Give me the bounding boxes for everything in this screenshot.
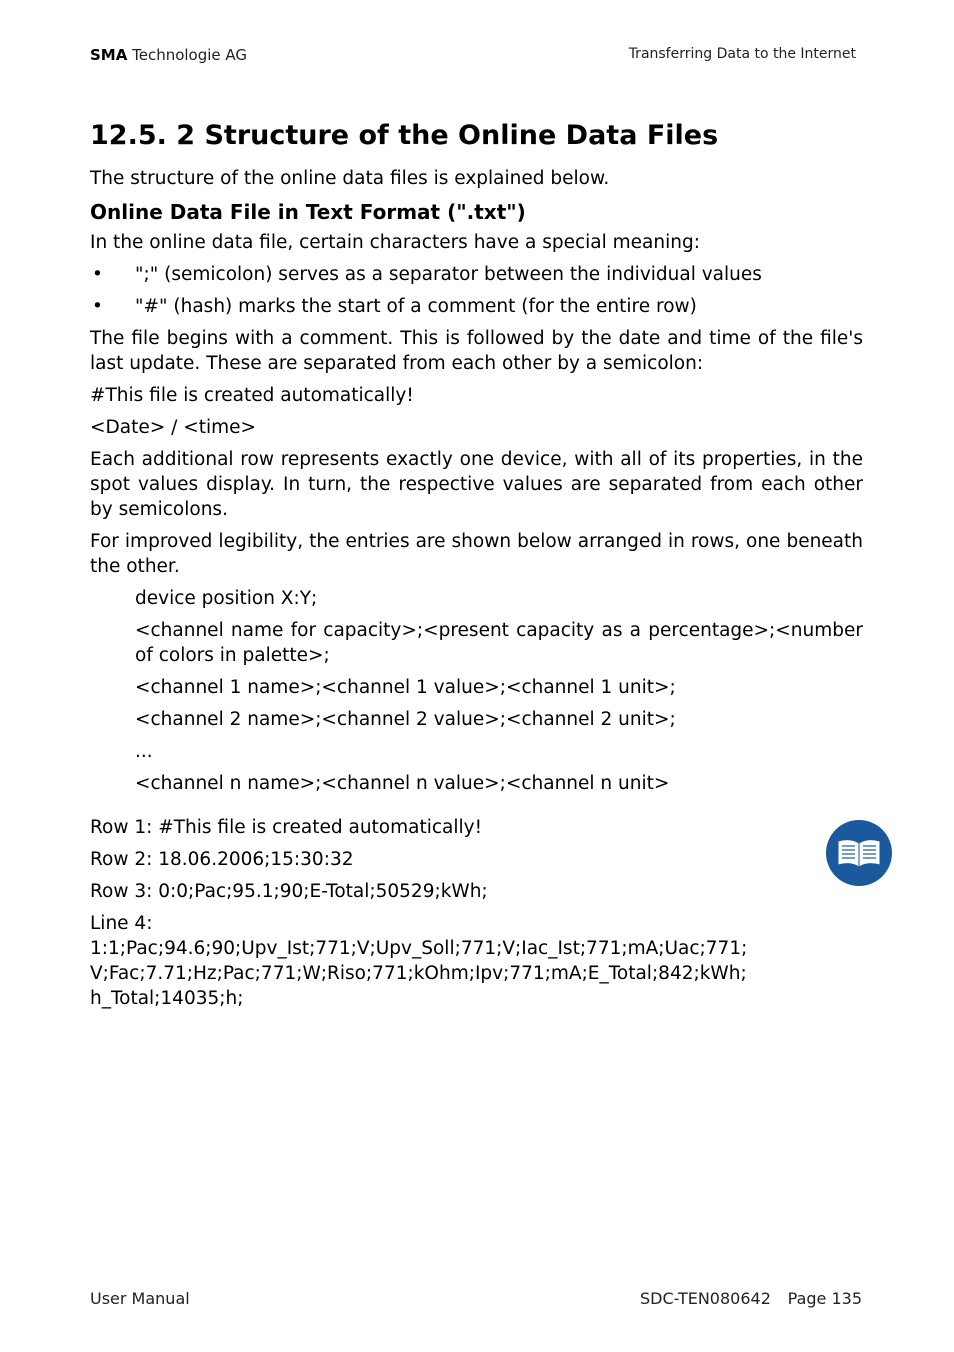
line4-text-2: V;Fac;7.71;Hz;Pac;771;W;Riso;771;kOhm;Ipv;771;mA;E_Total;842;kWh; [90, 963, 747, 984]
legibility-paragraph: For improved legibility, the entries are shown below arranged in rows, one beneath the other. [90, 531, 863, 577]
header-company [90, 46, 247, 64]
page-title: 12.5. 2 Structure of the Online Data Files [90, 120, 719, 151]
example-row-3: Row 3: 0:0;Pac;95.1;90;E-Total;50529;kWh; [90, 881, 488, 902]
structure-block [90, 586, 863, 796]
footer-page-number: Page 135 [787, 1289, 862, 1308]
file-begin-paragraph: The file begins with a comment. This is followed by the date and time of the file's last update. These are separated from each other by a semicolon: [90, 328, 863, 374]
bullet-symbol: • [92, 296, 103, 317]
example-row-1: Row 1: #This file is created automatically! [90, 817, 483, 838]
header-section: Transferring Data to the Internet [628, 46, 856, 62]
comment-line: #This file is created automatically! [90, 385, 414, 406]
example-row-2: Row 2: 18.06.2006;15:30:32 [90, 849, 354, 870]
company-name: Technologie AG [127, 46, 248, 64]
line4-text-1: 1:1;Pac;94.6;90;Upv_Ist;771;V;Upv_Soll;771;V;Iac_Ist;771;mA;Uac;771; [90, 938, 748, 959]
structure-line: device position X:Y; [135, 588, 318, 609]
bullet-list [90, 262, 863, 319]
structure-line: <channel 1 name>;<channel 1 value>;<channel 1 unit>; [135, 677, 676, 698]
bullet-text: ";" (semicolon) serves as a separator between the individual values [135, 264, 762, 285]
brand-name: SMA [90, 46, 128, 64]
intro-text: The structure of the online data files is explained below. [90, 168, 610, 189]
date-line: <Date> / <time> [90, 417, 257, 438]
bullet-symbol: • [92, 264, 103, 285]
list-item [90, 262, 863, 287]
structure-line: <channel n name>;<channel n value>;<channel n unit> [135, 773, 670, 794]
example-line-4 [90, 911, 863, 1011]
book-icon [826, 820, 892, 886]
special-chars-intro: In the online data file, certain characters have a special meaning: [90, 232, 700, 253]
footer-doc-id: SDC-TEN080642 [640, 1289, 771, 1308]
footer-manual: User Manual [90, 1289, 190, 1308]
list-item [90, 294, 863, 319]
line4-text-3: h_Total;14035;h; [90, 988, 244, 1009]
rows-paragraph: Each additional row represents exactly one device, with all of its properties, in the spot values display. In turn, the respective values are separated from each other by semicolons. [90, 449, 863, 520]
bullet-text: "#" (hash) marks the start of a comment (for the entire row) [135, 296, 697, 317]
structure-line: ... [135, 741, 153, 762]
structure-line: <channel 2 name>;<channel 2 value>;<channel 2 unit>; [135, 709, 676, 730]
section-subheading: Online Data File in Text Format (".txt") [90, 200, 526, 224]
structure-line: <channel name for capacity>;<present capacity as a percentage>;<number of colors in palette>; [135, 620, 863, 666]
main-content [90, 116, 863, 1011]
line4-label: Line 4: [90, 913, 153, 934]
